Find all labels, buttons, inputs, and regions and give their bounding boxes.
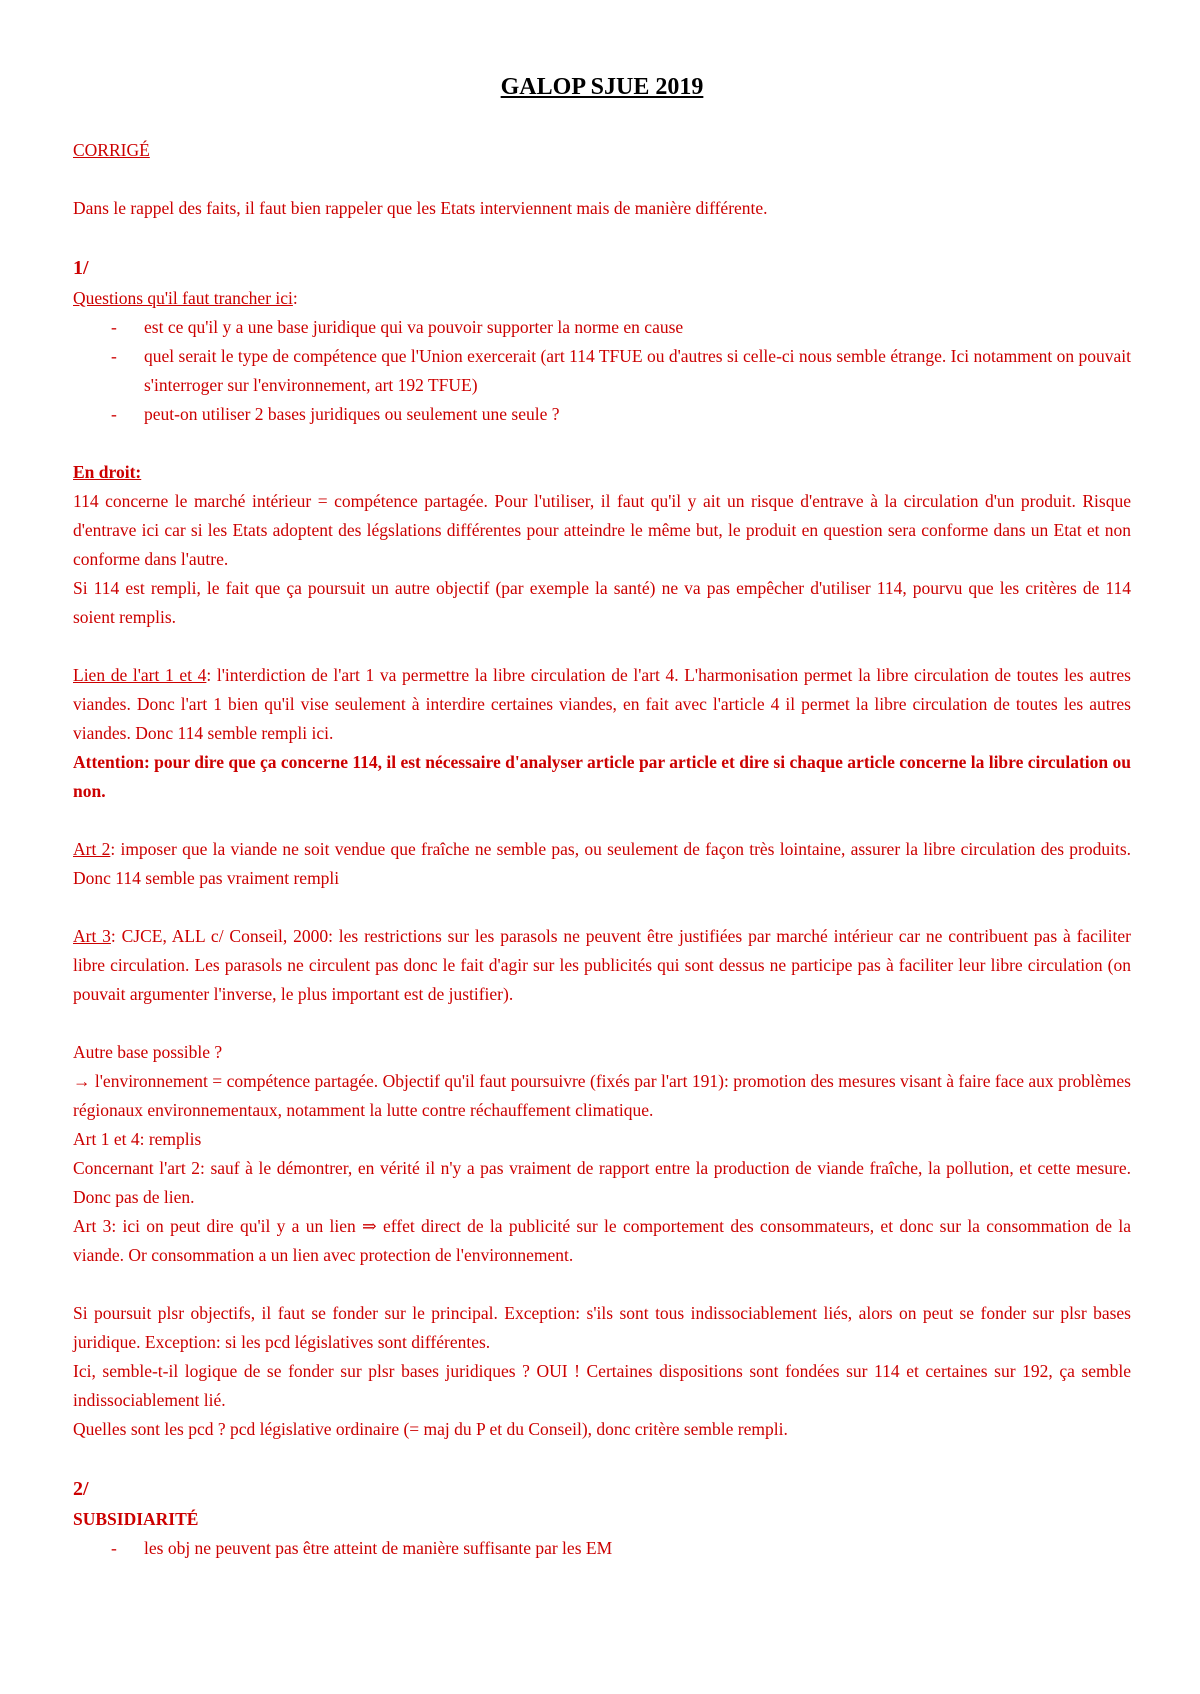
list-item: - les obj ne peuvent pas être atteint de manière suffisante par les EM bbox=[73, 1534, 1131, 1563]
section-2-number: 2/ bbox=[73, 1478, 89, 1500]
questions-heading: Questions qu'il faut trancher ici: bbox=[73, 288, 298, 308]
paragraph-lien: Lien de l'art 1 et 4: l'interdiction de l'art 1 va permettre la libre circulation de l'art 4. L'harmonisation permet la libre circulation de toutes les autres viandes. Donc l'art 1 bien qu'il vise seulement à interdire certaines viandes, en fait avec l'article 4 il permet la libre circulation de toutes les autres viandes. Donc 114 semble rempli ici. bbox=[73, 665, 1131, 743]
subsidiarite-heading: SUBSIDIARITÉ bbox=[73, 1509, 199, 1529]
corrige-heading: CORRIGÉ bbox=[73, 140, 150, 160]
art1-4-line: Art 1 et 4: remplis bbox=[73, 1129, 202, 1149]
attention-paragraph: Attention: pour dire que ça concerne 114, il est nécessaire d'analyser article par article et dire si chaque article concerne la libre circulation ou non. bbox=[73, 752, 1131, 801]
list-item: - est ce qu'il y a une base juridique qui va pouvoir supporter la norme en cause bbox=[73, 313, 1131, 342]
questions-label: Questions qu'il faut trancher ici bbox=[73, 288, 293, 308]
lien-label: Lien de l'art 1 et 4 bbox=[73, 665, 207, 685]
en-droit-heading: En droit: bbox=[73, 462, 142, 482]
paragraph-art3: Art 3: CJCE, ALL c/ Conseil, 2000: les restrictions sur les parasols ne peuvent être justifiées par marché intérieur car ne contribuent pas à faciliter libre circulation. Les parasols ne circulent pas donc le fait d'agir sur les publicités qui sont dessus ne participe pas à faciliter leur libre circulation (on pouvait argumenter l'inverse, le plus important est de justifier). bbox=[73, 926, 1131, 1004]
list-item: - quel serait le type de compétence que l'Union exercerait (art 114 TFUE ou d'autres si celle-ci nous semble étrange. Ici notamment on pouvait s'interroger sur l'environnement, art 192 TFUE) bbox=[73, 342, 1131, 400]
autre-base-line: Autre base possible ? bbox=[73, 1042, 223, 1062]
paragraph-art2: Art 2: imposer que la viande ne soit vendue que fraîche ne semble pas, ou seulement de façon très lointaine, assurer la libre circulation des produits. Donc 114 semble pas vraiment rempli bbox=[73, 839, 1132, 888]
ici-paragraph: Ici, semble-t-il logique de se fonder sur plsr bases juridiques ? OUI ! Certaines dispositions sont fondées sur 114 et certaines sur 192, ça semble indissociablement lié. bbox=[73, 1361, 1131, 1410]
pcd-paragraph: Quelles sont les pcd ? pcd législative ordinaire (= maj du P et du Conseil), donc critère semble rempli. bbox=[73, 1419, 788, 1439]
art2-label: Art 2 bbox=[73, 839, 111, 859]
art2-env-paragraph: Concernant l'art 2: sauf à le démontrer, en vérité il n'y a pas vraiment de rapport entre la production de viande fraîche, la pollution, et cette mesure. Donc pas de lien. bbox=[73, 1158, 1131, 1207]
list-item: - peut-on utiliser 2 bases juridiques ou seulement une seule ? bbox=[73, 400, 1131, 429]
questions-list bbox=[73, 313, 1131, 429]
intro-paragraph: Dans le rappel des faits, il faut bien rappeler que les Etats interviennent mais de manière différente. bbox=[73, 198, 768, 218]
subsidiarite-list bbox=[73, 1534, 1131, 1563]
document-title: GALOP SJUE 2019 bbox=[500, 74, 704, 100]
section-1-number: 1/ bbox=[73, 257, 89, 279]
environnement-paragraph: → l'environnement = compétence partagée. Objectif qu'il faut poursuivre (fixés par l'art 191): promotion des mesures visant à faire face aux problèmes régionaux environnementaux, notamment la lutte contre réchauffement climatique. bbox=[73, 1071, 1131, 1120]
art3-env-paragraph: Art 3: ici on peut dire qu'il y a un lien ⇒ effet direct de la publicité sur le comportement des consommateurs, et donc sur la consommation de la viande. Or consommation a un lien avec protection de l'environnement. bbox=[73, 1216, 1131, 1265]
document-content bbox=[73, 72, 1131, 1563]
paragraph-114-b: Si 114 est rempli, le fait que ça poursuit un autre objectif (par exemple la santé) ne va pas empêcher d'utiliser 114, pourvu que les critères de 114 soient remplis. bbox=[73, 578, 1131, 627]
plsr-objectifs-paragraph: Si poursuit plsr objectifs, il faut se fonder sur le principal. Exception: s'ils sont tous indissociablement liés, alors on peut se fonder sur plsr bases juridique. Exception: si les pcd législatives sont différentes. bbox=[73, 1303, 1131, 1352]
paragraph-114: 114 concerne le marché intérieur = compétence partagée. Pour l'utiliser, il faut qu'il y ait un risque d'entrave à la circulation d'un produit. Risque d'entrave ici car si les Etats adoptent des légslations différentes pour atteindre le même but, le produit en question sera conforme dans un Etat et non conforme dans l'autre. bbox=[73, 491, 1131, 569]
art3-label: Art 3 bbox=[73, 926, 111, 946]
